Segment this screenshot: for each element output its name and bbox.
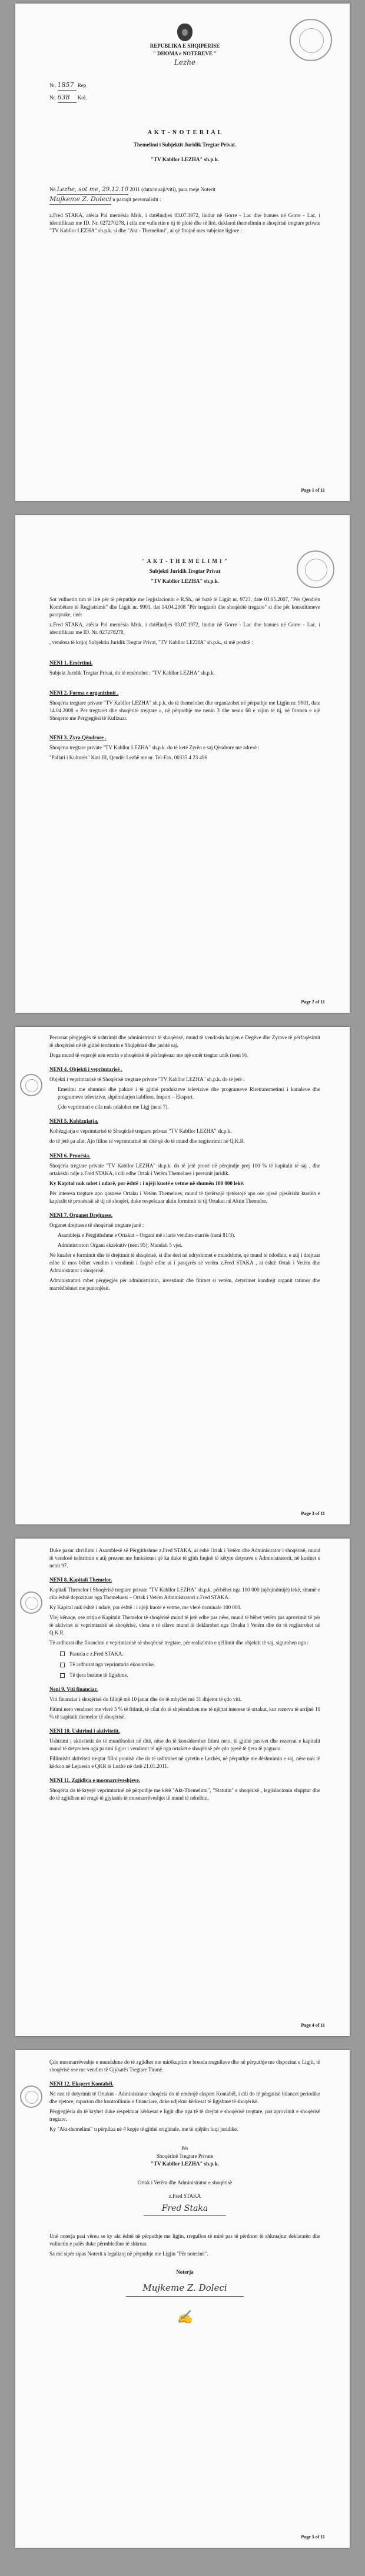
- document-page-1: [15, 4, 350, 501]
- article-8-increase: Vlej kënaqe, ose rritja e Kapitalit Themelor të shoqërisë mund të jetë edhe pas nëse, mund të bëhet vetëm pas aprovimit të për të aktivitet të veprimtarisë së shoqërisë, vlera e të cilave mund të deklarohet nga Ortaku i Vetëm dhe do të regjistrohet në Q.K.R.: [49, 1614, 320, 1636]
- article-3-heading: NENI 3. Zyra Qëndrore .: [49, 734, 107, 740]
- intro-line: Në Lezhe, sot me, 29.12.10 2011 (data/muaji/viti), para meje Noterit Mujkeme Z. Doleci u paraqit personalisht :: [49, 186, 320, 205]
- article-5-text-2: do të jetë pa afat. Ajo fillon të veprimtarinë në ditë që do të mund dhe regjistrimit në Q.K.R.: [49, 1138, 245, 1144]
- notary-stamp-icon: [20, 1074, 42, 1096]
- article-4-text: Objekti i veprimtarisë të Shoqërisë tregtare private "TV Kabllor LEZHA" sh.p.k. do të jetë :: [49, 1076, 245, 1083]
- signature-company: "TV Kabllor LEZHA" sh.p.k.: [151, 2161, 219, 2167]
- bullet-box-icon: [60, 1663, 65, 1667]
- article-9-reserve: Fitimi neto vendoset me vlerë 5 % të fitimit, të cilat do të shpërndahen me të njëjtat interese të ortakut, kur rezerva të arrijnë 10 % të kapitalit themelor të shoqërisë.: [49, 1706, 320, 1720]
- article-6-text: Shoqëria tregtare private "TV Kabllor LEZHA" sh.p.k. do të jetë pronë në përqindje prej 100 % të kapitalit të saj , dhe ortakëshi ndje z.Fred STAKA, i cili edhe Ortak i Vetëm Themelues i personit juridik.: [49, 1162, 320, 1176]
- page-number: Page 3 of 11: [301, 1511, 325, 1516]
- notary-stamp-icon: [20, 2086, 42, 2108]
- company-name: "TV Kabllor LEZHA" sh.p.k.: [151, 578, 219, 585]
- notary-signature: Mujkeme Z. Doleci: [142, 2283, 227, 2294]
- act-subtitle: Subjekti Juridik Tregtar Privat: [149, 568, 221, 575]
- article-10-text: Ushtrimi i aktivitetit do të mundësohet në ditë, nëse do të konsiderohet fitimi neto, të gjithë pasivet dhe rezervat e kapitalit mund të detyrohen nga parimi ligjor i vendimit të një nga ortakët e shoqërisë për çdo pjesë të tjera të paguara.: [49, 1737, 320, 1751]
- document-page-4: [15, 1539, 350, 2036]
- rep-number: Nr. 1857 Rep: [49, 81, 320, 91]
- signature-role: Ortak i Vetëm dhe Administrator e shoqërisë: [137, 2179, 233, 2185]
- page-number: Page 2 of 11: [301, 999, 325, 1005]
- article-5-heading: NENI 5. Kohëzgjatja.: [49, 1118, 98, 1125]
- article-10-heading: NENI 10. Ushtrimi i aktivitetit.: [49, 1727, 120, 1734]
- act-title: " A K T - T H E M E L I M I ": [142, 558, 228, 564]
- document-page-5: [15, 2050, 350, 2548]
- capital-statement: Ky Kapital nuk mbet i ndarë, por është : i njëji kuotë e vetme në shumën 100 000 lekë.: [49, 1180, 244, 1186]
- article-12-text: Në rast të detyrimit të Ortakut - Administrator shoqëria do të emërojë ekspert Kontabël, i cili do të përgatisë bilancet periodike dhe vjetore, raporton dhe kontrollimin e financiare, duke ndjekur kërkesat të ligjshme të shoqërisë.: [49, 2091, 320, 2105]
- copies-text: Ky "Akt-themelimi" u përpilua në 4 kopje të gjithë origjinale, me të njëjtën fuqi juridike.: [49, 2126, 238, 2133]
- branch-name-text: Dega mund të veprojë nën emrin e shoqërisë të përfaqësuar me një emër tregtar unik (neni 9).: [49, 1052, 248, 1059]
- branches-text: Personat përgjegjës të ushtrimit dhe administrimit të shoqërisë, mund të vendosin hapjen e Degëve dhe Zyrave të përfaqësimit të shoqërisë në të gjithë territorin e Shqipërisë dhe jashtë saj.: [49, 1035, 320, 1049]
- notary-title: Noterja: [176, 2269, 194, 2275]
- article-5-text: Kohëzgjatja e veprimtarisë të Shoqërisë tregtare private "TV Kabllor LEZHA" sh.p.k.: [49, 1128, 232, 1134]
- act-title: A K T - N O T E R I A L: [147, 129, 223, 136]
- article-7-responsibility: Administratori mbet përgjegjës për administrimin, investimit dhe fitimet si vetëm, detyrimet kundrejt organit tatimor dhe marrëdhëniet me punonjësit.: [49, 1277, 320, 1292]
- bullet-box-icon: [60, 1651, 65, 1656]
- article-8-quota: Ky Kapital nuk është i ndarë, por është : i njëji kuotë e vetme, me vlerë nominale 100 000.: [49, 1604, 242, 1611]
- act-subtitle: Themelimi i Subjektit Juridik Tregtar Privat.: [133, 141, 237, 148]
- article-7-intro: Organet drejtuese të shoqërisë tregtare janë :: [49, 1222, 144, 1228]
- article-2-text: Shoqëria tregtare private "TV Kabllor LEZHA" sh.p.k. do të themelohet dhe organizohet në përputhje me Ligjin nr. 9901, date 14.04.2008 « Për tregtarët dhe shoqëritë tregtare », në përputhje me nenin 3 dhe nenin 68 e vijim të tij, në formën e një Shoqërie me Përgjegjësi të Kufizuar.: [49, 699, 320, 721]
- article-6-heading: NENI 6. Pronësia.: [49, 1152, 91, 1159]
- article-1-heading: NENI 1. Emërtimi.: [49, 660, 92, 666]
- list-item: Pasuria e z.Fred STAKA.: [60, 1650, 320, 1658]
- signature-name: z.Fred STAKA: [168, 2193, 201, 2199]
- article-8-financing: Të ardhurat dhe financimi e veprimtarisë së shoqërisë tregtare, për realizimin e qëllimit dhe objektit të saj, sigurohen nga :: [49, 1640, 309, 1646]
- signature-company-type: Shoqërinë Tregtare Private: [156, 2153, 214, 2160]
- list-item: Të ardhurat nga veprimtaria ekonomike.: [60, 1661, 320, 1669]
- notary-legalization-text: Sa më sipër sipas Noterit a legalizoj në përputhje me Ligjin "Për noterinë".: [49, 2251, 208, 2257]
- article-4-heading: NENI 4. Objekti i veprimtarisë .: [49, 1066, 122, 1073]
- object-item-1: Emetimi me shumicë dhe pakicë i të gjithë produkteve televizive dhe programeve Riretransmetimi i kanaleve dhe programeve televizive, shpërndarjen kabllore. Import – Eksport.: [58, 1086, 320, 1100]
- header-city: Lezhe: [174, 58, 196, 67]
- article-3-text: Shoqëria tregtare private "TV Kabllor LEZHA" sh.p.k. do të ketë Zyrën e saj Qëndrore me adresë :: [49, 744, 260, 750]
- general-assembly-text: Asambleja e Përgjithshme e Ortakut – Organi më i lartë vendim-marrës (neni 81/3).: [58, 1232, 235, 1238]
- legal-basis: Sot vullnetin tim të lirë për të përputhje me legjislacionin e R.Sh., në bazë të Ligjit nr. 9723, date 03.05.2007, "Për Qendrën Kombëtare të Regjistrimit" dhe Ligjit nr. 9901, dat 14.04.2008 "Për tregtarët dhe shoqëritë tregtare" si dhe për konsultimeve paraprake, unë:: [49, 596, 320, 618]
- notary-stamp-icon: [20, 1591, 42, 1614]
- header-chamber: " DHOMA e NOTEREVE ": [152, 51, 217, 57]
- founder-declaration: z.Fred STAKA, atësia Pal memësia Mrik, i datëlindjes 03.07.1972, lindur në Gorre - Lac dhe banues në Gorre - Lac, i identifikuar me ID. Nr. 027270278, i cila me vullnetin e tij të plotë dhe të lirë, deklaroi themelimin e shoqërisë tregtare private "TV Kabllor LEZHA" sh.p.k. si dhe "Akt - Themelimi", ai që fitojnë mes subjekte ligjore :: [49, 212, 320, 234]
- founder-details: z.Fred STAKA, atësia Pal memësia Mrik, i datëlindjes 03.07.1972, lindur në Gorre - Lac dhe banues në Gorre - Lac, i identifikuar me ID. Nr. 027270278,: [49, 622, 320, 636]
- page-number: Page 4 of 11: [301, 2023, 325, 2028]
- bullet-box-icon: [60, 1673, 65, 1678]
- article-9-heading: Neni 9. Viti financiar.: [49, 1686, 98, 1692]
- financing-sources-list: [60, 1650, 320, 1679]
- list-item: Të tjera burime të ligjshme.: [60, 1671, 320, 1679]
- page-number: Page 1 of 11: [301, 488, 325, 493]
- header-republic: REPUBLIKA E SHQIPERISE: [150, 43, 220, 49]
- article-1-text: Subjekt Juridik Tregtar Privat, do të emërtohet : "TV Kabllor LEZHA" sh.p.k.: [49, 670, 215, 676]
- article-12-heading: NENI 12. Ekspert Kontabël.: [49, 2081, 114, 2087]
- article-9-text: Viti financiar i shoqërisë do fillojë më 10 janar dhe do të mbyllet më 31 dhjetor të çdo viti.: [49, 1696, 242, 1702]
- disputes-text: Çdo mosmarrëveshje e mundshme do të zgjidhet me mirëkuptim e brenda rregullave dhe në përputhje me dispozitat e Ligjit, të shoqërisë ose me vendim të Gjykatës Tregtare Tiranë.: [49, 2059, 320, 2073]
- article-8-heading: NENI 8. Kapitali Themelor.: [49, 1577, 112, 1583]
- article-11-text: Shoqëria do të kryejë veprimtarinë në përputhje me këtë "Akt-Themelimi", "Statutin" e shoqërisë , legjislacionin shqiptar dhe do të zgjidhen në rrugë të gjykatës të mosmarrëveshjet të mund të ndodhin.: [49, 1787, 320, 1801]
- office-address: "Pallati i Kulturës" Kati III, Qendër Lezhë me nr. Tel-Fax, 00335 4 23 496: [49, 754, 207, 760]
- object-item-2: Çdo veprimtari e cila nuk ndalohet me Ligj (neni 7).: [58, 1104, 169, 1110]
- document-page-3: [15, 1027, 350, 1524]
- page-number: Page 5 of 11: [301, 2534, 325, 2540]
- article-10-start: Fillimisht aktiviteti tregtar filloi pranish dhe do të ushtrohet në qytetin e Lezhës, në përputhje me dëshmimin e saj, nëse nuk të kërkon në Lejuesin e QKR të Lezhë në datë 21.01.2011.: [49, 1755, 320, 1770]
- company-name: "TV Kabllor LEZHA" sh.p.k.: [151, 156, 219, 162]
- article-8-text: Kapitali Themelor i Shoqërisë tregtare private "TV Kabllor LEZHA" sh.p.k. përbëhet nga 100 000 (njëqindmijë) lekë, shumë e cila është depozituar nga Themeluesi – Ortak i Vetëm Administratori z.Fred STAKA .: [49, 1587, 320, 1601]
- article-7-detail: Në kuadër e formimit dhe të drejtimit të shoqërisë, si dhe deri në ndryshimet e mundshme, që mund të ndodhin, e atij i drejtuar edhe të mos bëhet vendim i vendimit i fuqisë edhe ai i pasqyrës së vetëm z.Fred STAKA , ai është Ortak i Vetëm dhe Administrator i shoqërisë.: [49, 1252, 320, 1274]
- article-2-heading: NENI 2. Forma e organizimit .: [49, 689, 119, 696]
- assembly-text: Duke pasur zhvillimi i Asamblesë së Përgjithshme z.Fred STAKA, ai ëshë Ortak i Vetëm dhe Administrator i shoqërisë, mund të vendosë ushtrimin e atij prezent me funksionet që ka duke të gjith fuqinë të këtyre detyrave e Administratorit, në kushtet e nenit 97.: [49, 1547, 320, 1569]
- notary-closing-text: Unë noterja pasi vëreu se ky akt është në përputhje me ligjin, rregullon të mirë pas të përdoret të shkruajtur deklaratën dhe vullnetin e palës duke përmbledhur të shkruar.: [49, 2233, 320, 2247]
- article-7-heading: NENI 7. Organet Drejtuese.: [49, 1212, 113, 1218]
- article-6-transfer: Për interesa tregtare apo qasuese Ortaku i Vetëm Themelues, mund të tjetërsojë tjetërsojë apo ose pjesë pjesërisht kuotën e kapitalit të pronësisë së tij në shoqëri, duke respektuar aktin formimit të tij Ortakut në Aktin Themelor.: [49, 1190, 320, 1204]
- albania-emblem-icon: [177, 24, 193, 41]
- notary-initial-signature-icon: ✍: [177, 2310, 193, 2325]
- kol-number: Nr. 638 Kol.: [49, 93, 320, 103]
- founder-signature: Fred Staka: [161, 2203, 208, 2213]
- article-12-responsibility: Përgjegjësia do të kryhet duke respektuar kërkesat e ligjit dhe nga të të drejtat e shoqërisë tregtare, pas aprovimit e shoqërisë tregtare.: [49, 2108, 320, 2123]
- administrator-text: Administratori Organi ekzekutiv (neni 95); Mandati 5 vjet.: [58, 1242, 182, 1248]
- article-11-heading: NENI 11. Zgjidhja e mosmarrëveshjeve.: [49, 1777, 140, 1784]
- document-page-2: [15, 515, 350, 1013]
- founder-decision: , vendosa të krijoj Subjektin Juridik Tregtar Privat, "TV Kabllor LEZHA" sh.p.k., si më poshtë :: [49, 639, 253, 646]
- signature-for: Për: [181, 2145, 188, 2152]
